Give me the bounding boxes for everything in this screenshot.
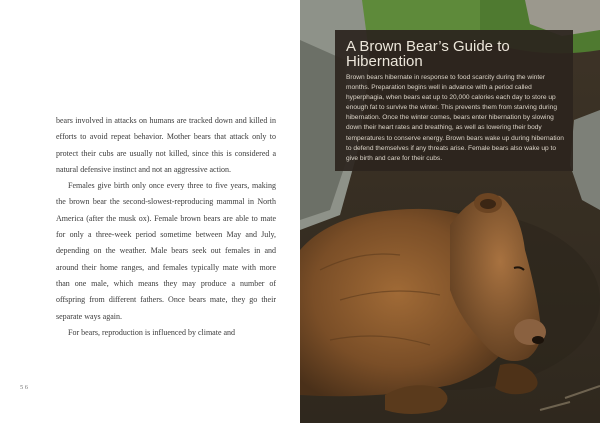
body-paragraph: bears involved in attacks on humans are tracked down and killed in efforts to avoid repeat behavior. Mother bears that attack only to protect their cubs are usually not killed, since this is considered a natural defensive instinct and not an aggressive action.	[56, 116, 276, 174]
body-paragraph: Females give birth only once every three to five years, making the brown bear the second-slowest-reproducing mammal in North America (after the musk ox). Female brown bears are able to mate for only a three-week period sometime between May and July, depending on the weather. Male bears seek out females in and around their home ranges, and females typically mate with more than one male, which means they may produce a number of offspring from different fathers. Once bears mate, they go their separate ways again.	[56, 181, 276, 321]
hibernation-sidebar	[335, 30, 573, 171]
page-number: 56	[20, 384, 30, 391]
sidebar-body: Brown bears hibernate in response to food scarcity during the winter months. Preparation begins well in advance with a period called hyperphagia, when bears eat up to 20,000 calories each day to store up enough fat to survive the winter. This prevents them from starving during hibernation. Once the winter comes, bears enter hibernation by slowing down their heart rates and breathing, as well as lowering their body temperatures to conserve energy. Brown bears wake up during hibernation to defend themselves if any threats arise. Female bears also wake up to give birth and care for their cubs.	[346, 74, 564, 162]
bear-ear-inner	[480, 199, 496, 209]
bear-nose	[532, 336, 544, 344]
body-text-column	[56, 113, 276, 341]
body-paragraph: For bears, reproduction is influenced by climate and	[68, 327, 236, 337]
sidebar-title: A Brown Bear’s Guide to Hibernation	[346, 38, 510, 70]
